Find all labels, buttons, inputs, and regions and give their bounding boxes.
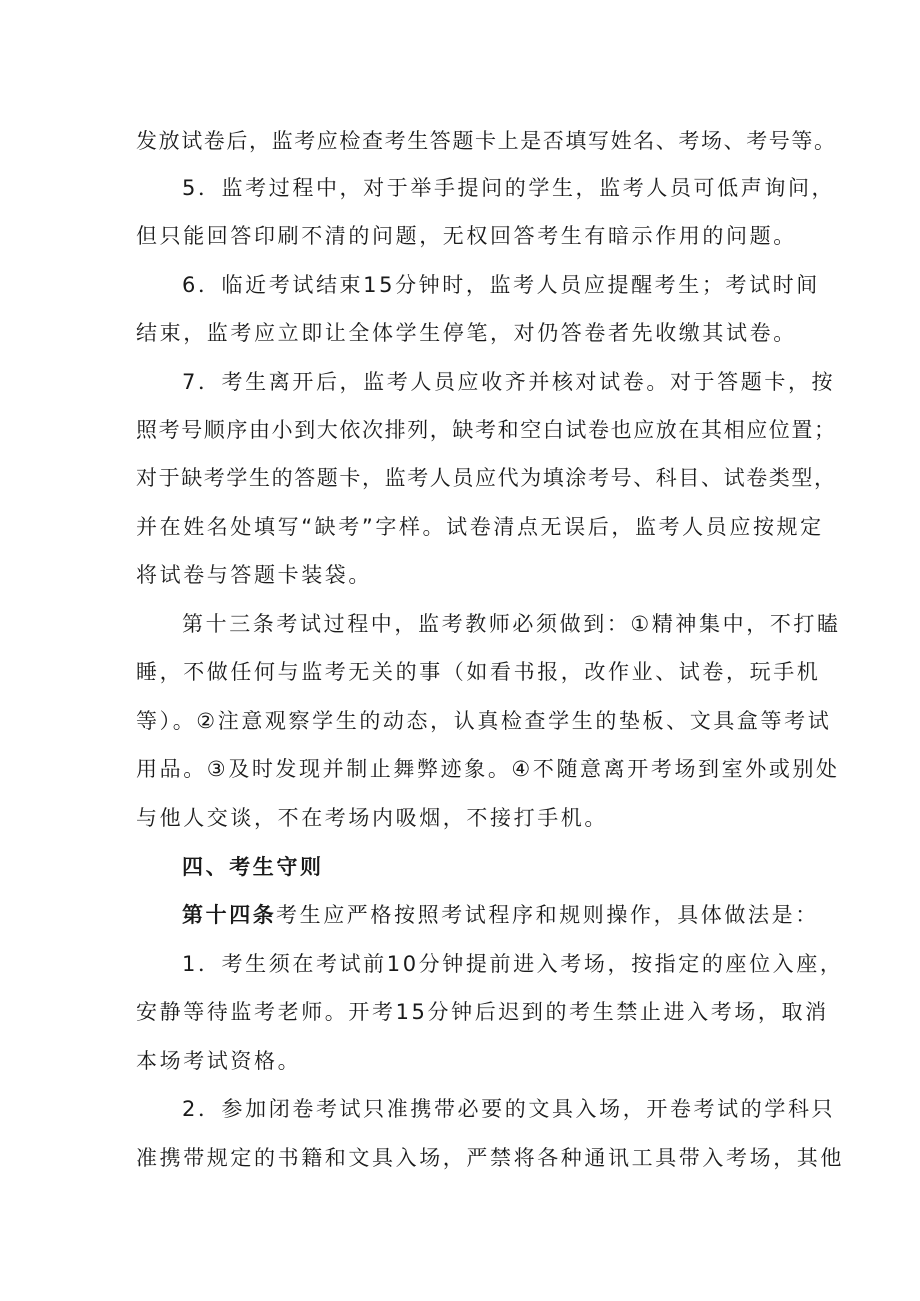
text-line: 1．考生须在考试前10分钟提前进入考场，按指定的座位入座，: [182, 952, 844, 976]
text-line: 6．临近考试结束15分钟时，监考人员应提醒考生；考试时间: [182, 273, 820, 297]
section-heading: 四、考生守则: [182, 855, 324, 879]
text-line: 第十三条考试过程中，监考教师必须做到：①精神集中，不打瞌: [182, 612, 841, 636]
article-number: 第十四条: [182, 903, 277, 927]
text-line: 但只能回答印刷不清的问题，无权回答考生有暗示作用的问题。: [136, 224, 797, 248]
text-line: 照考号顺序由小到大依次排列，缺考和空白试卷也应放在其相应位置；: [136, 418, 837, 442]
text-line: 本场考试资格。: [136, 1049, 302, 1073]
text-line: 2．参加闭卷考试只准携带必要的文具入场，开卷考试的学科只: [182, 1097, 836, 1121]
text-line: 用品。③及时发现并制止舞弊迹象。④不随意离开考场到室外或别处: [136, 757, 840, 781]
text-line: 安静等待监考老师。开考15分钟后迟到的考生禁止进入考场，取消: [136, 1000, 829, 1024]
text-line: 准携带规定的书籍和文具入场，严禁将各种通讯工具带入考场，其他: [136, 1146, 844, 1170]
text-line: 7．考生离开后，监考人员应收齐并核对试卷。对于答题卡，按: [182, 370, 836, 394]
text-line: 考生应严格按照考试程序和规则操作，具体做法是：: [276, 903, 819, 927]
text-line: 5．监考过程中，对于举手提问的学生，监考人员可低声询问，: [182, 176, 836, 200]
text-line: 等）。②注意观察学生的动态，认真检查学生的垫板、文具盒等考试: [136, 709, 832, 733]
text-line: 对于缺考学生的答题卡，监考人员应代为填涂考号、科目、试卷类型，: [136, 466, 837, 490]
text-line: 将试卷与答题卡装袋。: [136, 563, 372, 587]
text-line: 与他人交谈，不在考场内吸烟，不接打手机。: [136, 806, 608, 830]
text-line: 并在姓名处填写“缺考”字样。试卷清点无误后，监考人员应按规定: [136, 515, 824, 539]
text-line: 结束，监考应立即让全体学生停笔，对仍答卷者先收缴其试卷。: [136, 321, 797, 345]
text-line: 睡，不做任何与监考无关的事（如看书报，改作业、试卷，玩手机: [136, 660, 821, 684]
text-line: 发放试卷后，监考应检查考生答题卡上是否填写姓名、考场、考号等。: [136, 129, 837, 153]
